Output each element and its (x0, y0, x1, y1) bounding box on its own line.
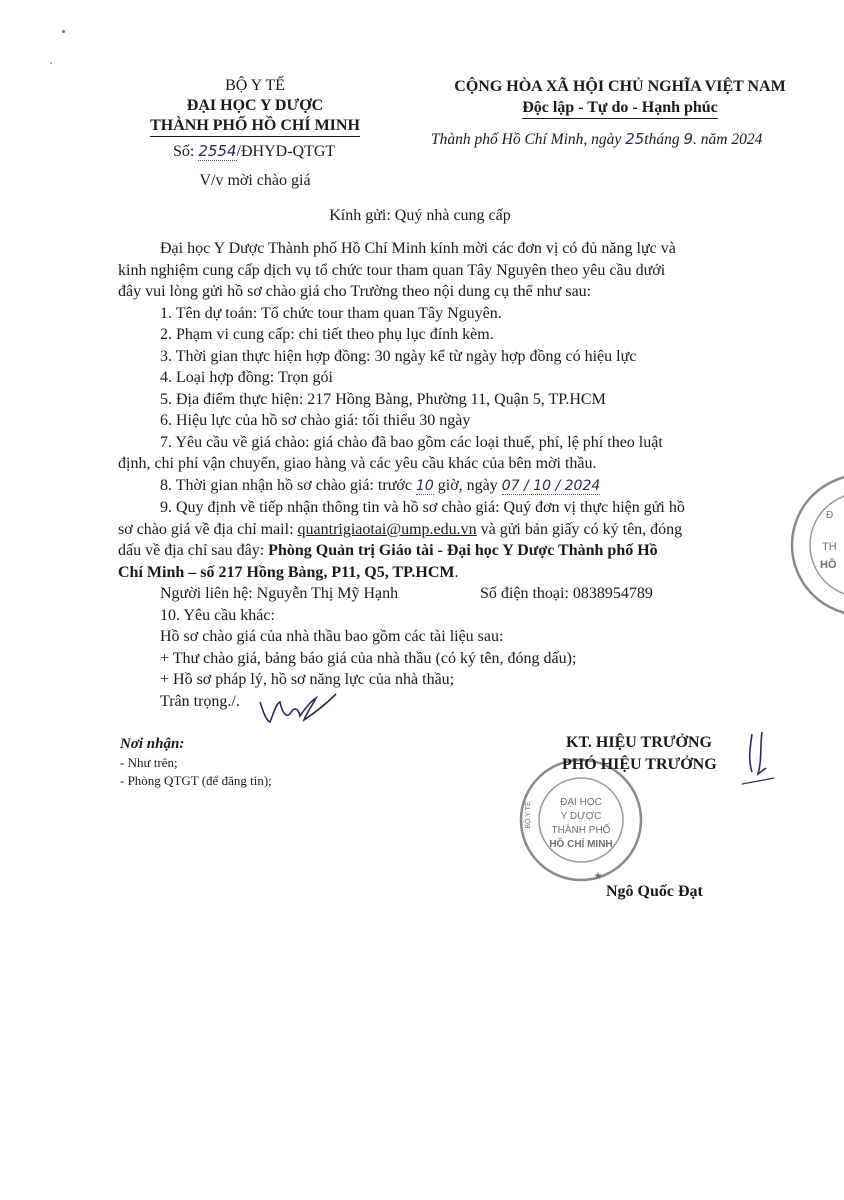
signer-name: Ngô Quốc Đạt (606, 883, 703, 900)
other-req-quote-letter: + Thư chào giá, bảng báo giá của nhà thầu (có ký tên, đóng dấu); (160, 649, 577, 667)
item-submission-email-line (118, 519, 778, 541)
document-number (173, 142, 335, 161)
stamp-line: Y DƯỢC (560, 811, 602, 822)
left-header (95, 76, 415, 137)
subject-line: V/v mời chào giá (199, 172, 311, 189)
signature-title-1: KT. HIỆU TRƯỞNG (566, 734, 712, 751)
contact-email-link[interactable]: quantrigiaotai@ump.edu.vn (297, 520, 477, 538)
item-contract-duration: 3. Thời gian thực hiện hợp đồng: 30 ngày kể từ ngày hợp đồng có hiệu lực (160, 347, 637, 365)
recipients-block (120, 735, 272, 790)
item-submission-address-cont (118, 562, 778, 584)
edge-stamp-line: TH (822, 541, 837, 553)
item-deadline (118, 475, 778, 498)
item-validity: 6. Hiệu lực của hồ sơ chào giá: tối thiểu 30 ngày (160, 412, 471, 429)
university-name-line1: ĐẠI HỌC Y DƯỢC (186, 97, 324, 114)
deadline-date: 07 / 10 / 2024 (501, 477, 601, 494)
edge-stamp-partial (784, 470, 844, 620)
edge-stamp-line: Đ (826, 510, 834, 521)
republic-name: CỘNG HÒA XÃ HỘI CHỦ NGHĨA VIỆT NAM (454, 78, 786, 95)
stamp-line: HỒ CHÍ MINH (549, 839, 613, 850)
edge-stamp-line: HỒ (820, 559, 837, 571)
date-year: . năm 2024 (693, 131, 763, 148)
greeting: Kính gửi: Quý nhà cung cấp (329, 207, 511, 224)
document-number-suffix: /ĐHYD-QTGT (236, 143, 336, 160)
item-other-requirements: 10. Yêu cầu khác: (160, 606, 275, 624)
initials-signature (256, 692, 346, 726)
email-prefix: sơ chào giá về địa chỉ mail: (118, 520, 294, 538)
item-price-requirement-cont: định, chi phí vận chuyển, giao hàng và các yêu cầu khác của bên mời thầu. (118, 455, 597, 472)
item-location: 5. Địa điểm thực hiện: 217 Hồng Bàng, Phường 11, Quận 5, TP.HCM (160, 390, 606, 408)
letter-body (118, 238, 778, 712)
address-prefix: dấu về địa chỉ sau đây: (118, 542, 265, 559)
scan-speck (62, 30, 65, 33)
recipient-item: - Phòng QTGT (để đăng tin); (120, 773, 272, 788)
address-end: . (454, 563, 459, 581)
email-suffix: và gửi bản giấy có ký tên, đóng (480, 520, 683, 538)
intro-line: Đại học Y Dược Thành phố Hồ Chí Minh kính mời các đơn vị có đủ năng lực và (160, 240, 676, 257)
contact-line (118, 583, 778, 605)
date-month: 9 (683, 130, 694, 148)
other-req-legal-docs: + Hồ sơ pháp lý, hồ sơ năng lực của nhà thầu; (160, 671, 455, 688)
deadline-hour: 10 (415, 477, 434, 494)
address-bold: Phòng Quản trị Giáo tài - Đại học Y Dược Thành phố Hồ (268, 542, 658, 559)
item-contract-type: 4. Loại hợp đồng: Trọn gói (160, 369, 333, 386)
stamp-line: ĐẠI HỌC (560, 797, 602, 808)
intro-line: kinh nghiệm cung cấp dịch vụ tổ chức tour tham quan Tây Nguyên theo yêu cầu dưới (118, 261, 666, 279)
document-date (431, 130, 762, 149)
right-header (420, 76, 820, 119)
item-scope: 2. Phạm vi cung cấp: chi tiết theo phụ lục đính kèm. (160, 326, 494, 343)
closing-line: Trân trọng./. (160, 692, 240, 710)
item-price-requirement: 7. Yêu cầu về giá chào: giá chào đã bao gồm các loại thuế, phí, lệ phí theo luật (160, 433, 663, 451)
contact-person: Người liên hệ: Nguyễn Thị Mỹ Hạnh (160, 585, 399, 602)
address-bold-cont: Chí Minh – số 217 Hồng Bàng, P11, Q5, TP.HCM (118, 563, 455, 581)
university-name-line2: THÀNH PHỐ HỒ CHÍ MINH (150, 116, 360, 137)
stamp-side-text: BỘ Y TẾ (525, 801, 532, 829)
ministry-name: BỘ Y TẾ (225, 77, 285, 94)
national-motto: Độc lập - Tự do - Hạnh phúc (522, 97, 718, 119)
item-estimate-name: 1. Tên dự toán: Tổ chức tour tham quan Tây Nguyên. (160, 304, 502, 322)
handwritten-signature (740, 728, 780, 788)
deadline-prefix: 8. Thời gian nhận hồ sơ chào giá: trước (160, 476, 412, 494)
stamp-star-icon: ★ (593, 871, 603, 882)
recipient-item: - Như trên; (120, 755, 178, 770)
scan-speck (50, 62, 52, 64)
date-day: 25 (625, 130, 645, 148)
item-submission-rules: 9. Quy định về tiếp nhận thông tin và hồ sơ chào giá: Quý đơn vị thực hiện gửi hồ (160, 499, 685, 516)
other-req-intro: Hồ sơ chào giá của nhà thầu bao gồm các tài liệu sau: (160, 628, 504, 645)
signature-title-2: PHÓ HIỆU TRƯỞNG (562, 756, 717, 773)
document-number-prefix: Số: (173, 143, 195, 160)
deadline-mid: giờ, ngày (437, 476, 498, 494)
date-month-label: tháng (644, 131, 680, 148)
stamp-line: THÀNH PHỐ (551, 825, 611, 836)
contact-phone: Số điện thoại: 0838954789 (480, 585, 653, 602)
intro-line: đây vui lòng gửi hồ sơ chào giá cho Trường theo nội dung cụ thể như sau: (118, 283, 592, 300)
date-prefix: Thành phố Hồ Chí Minh, ngày (431, 131, 622, 148)
item-submission-address-line (118, 540, 778, 562)
recipients-title: Nơi nhận: (120, 736, 185, 752)
document-number-handwritten: 2554 (198, 142, 237, 160)
